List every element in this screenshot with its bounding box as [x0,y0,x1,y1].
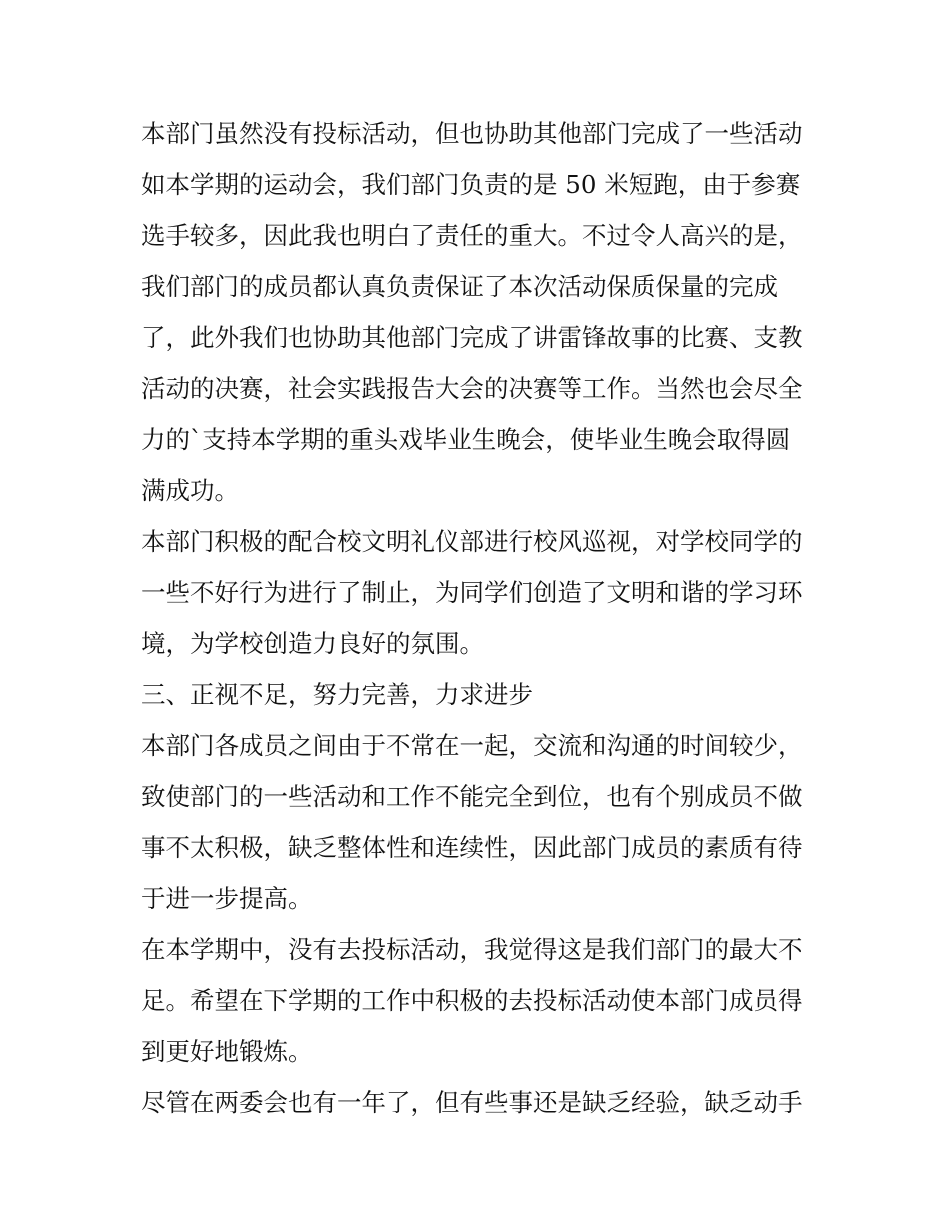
text-line: 满成功。 [141,476,239,505]
text-line: 活动的决赛，社会实践报告大会的决赛等工作。当然也会尽全 [141,374,803,403]
text-line: 尽管在两委会也有一年了，但有些事还是缺乏经验，缺乏动手 [141,1088,803,1117]
text-line: 一些不好行为进行了制止，为同学们创造了文明和谐的学习环 [141,578,803,607]
text-line: 本部门各成员之间由于不常在一起，交流和沟通的时间较少， [141,731,803,760]
text-line: 在本学期中，没有去投标活动，我觉得这是我们部门的最大不 [141,935,803,964]
text-line: 足。希望在下学期的工作中积极的去投标活动使本部门成员得 [141,986,803,1015]
text-line: 境，为学校创造力良好的氛围。 [141,629,484,658]
text-line: 事不太积极，缺乏整体性和连续性，因此部门成员的素质有待 [141,833,803,862]
text-line: 如本学期的运动会，我们部门负责的是 50 米短跑，由于参赛 [141,170,801,199]
document-body [141,108,831,1128]
text-line: 致使部门的一些活动和工作不能完全到位，也有个别成员不做 [141,782,803,811]
text-line: 到更好地锻炼。 [141,1037,313,1066]
text-line: 本部门积极的配合校文明礼仪部进行校风巡视，对学校同学的 [141,527,803,556]
section-heading: 三、正视不足，努力完善，力求进步 [141,680,533,709]
text-line: 我们部门的成员都认真负责保证了本次活动保质保量的完成 [141,272,778,301]
text-line: 选手较多，因此我也明白了责任的重大。不过令人高兴的是， [141,221,803,250]
text-line: 力的`支持本学期的重头戏毕业生晚会，使毕业生晚会取得圆 [141,425,791,454]
text-line: 本部门虽然没有投标活动，但也协助其他部门完成了一些活动 [141,119,803,148]
text-line: 于进一步提高。 [141,884,313,913]
text-line: 了，此外我们也协助其他部门完成了讲雷锋故事的比赛、支教 [141,323,803,352]
